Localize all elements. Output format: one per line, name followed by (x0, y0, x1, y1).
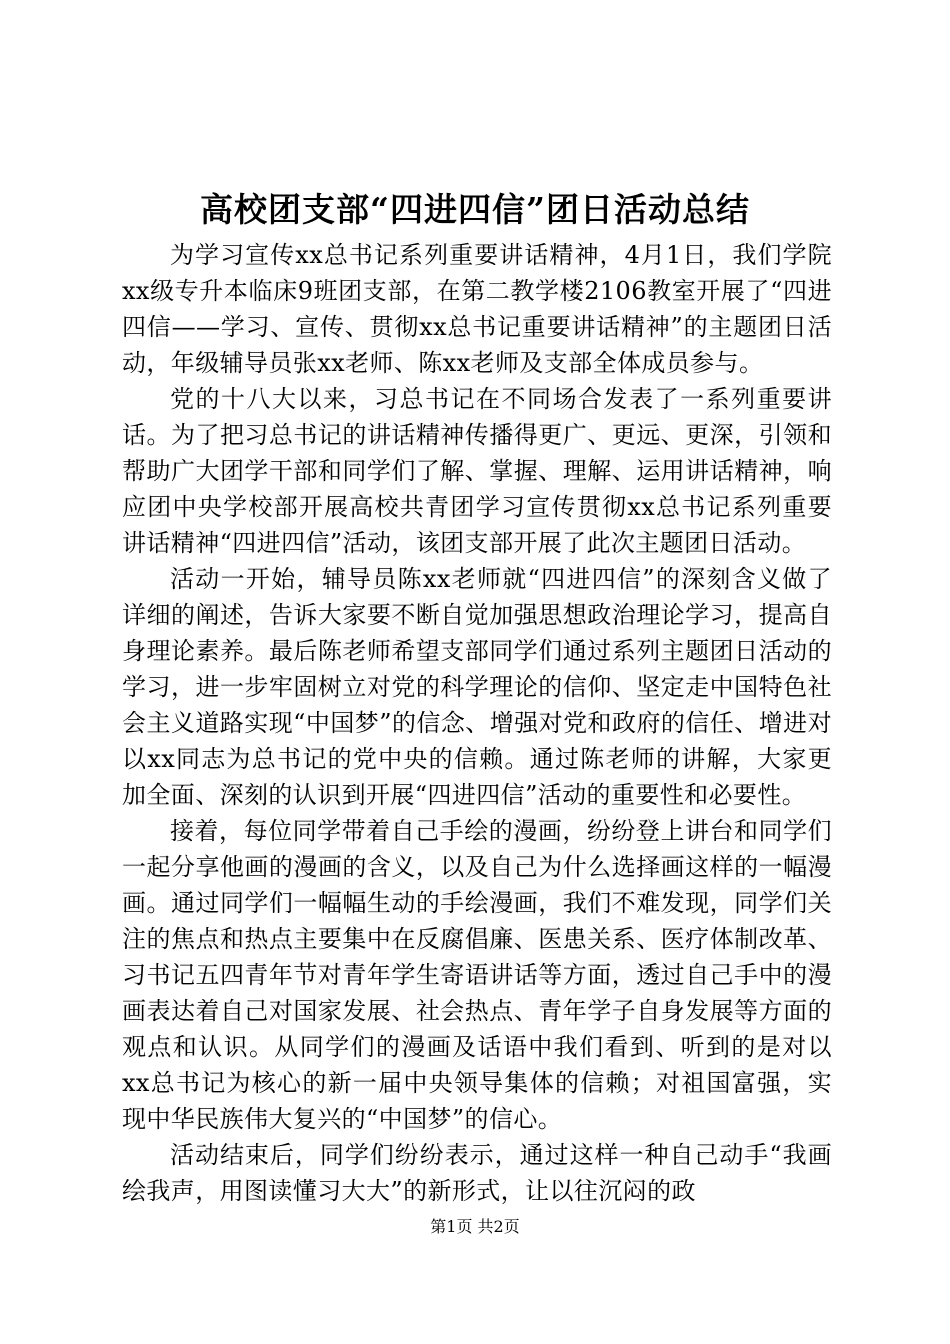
paragraph-4: 接着，每位同学带着自己手绘的漫画，纷纷登上讲台和同学们一起分享他画的漫画的含义，以及自己为什么选择画这样的一幅漫画。通过同学们一幅幅生动的手绘漫画，我们不难发现，同学们关注的焦点和热点主要集中在反腐倡廉、医患关系、医疗体制改革、习书记五四青年节对青年学生寄语讲话等方面，透过自己手中的漫画表达着自己对国家发展、社会热点、青年学子自身发展等方面的观点和认识。从同学们的漫画及话语中我们看到、听到的是对以xx总书记为核心的新一届中央领导集体的信赖；对祖国富强，实现中华民族伟大复兴的“中国梦”的信心。 (122, 817, 832, 1133)
paragraph-1: 为学习宣传xx总书记系列重要讲话精神，4月1日，我们学院xx级专升本临床9班团支部，在第二教学楼2106教室开展了“四进四信——学习、宣传、贯彻xx总书记重要讲话精神”的主题团日活动，年级辅导员张xx老师、陈xx老师及支部全体成员参与。 (122, 241, 832, 377)
paragraph-2: 党的十八大以来，习总书记在不同场合发表了一系列重要讲话。为了把习总书记的讲话精神传播得更广、更远、更深，引领和帮助广大团学干部和同学们了解、掌握、理解、运用讲话精神，响应团中央学校部开展高校共青团学习宣传贯彻xx总书记系列重要讲话精神“四进四信”活动，该团支部开展了此次主题团日活动。 (122, 385, 832, 557)
page-number-footer: 第1页 共2页 (430, 1217, 520, 1236)
paragraph-3: 活动一开始，辅导员陈xx老师就“四进四信”的深刻含义做了详细的阐述，告诉大家要不断自觉加强思想政治理论学习，提高自身理论素养。最后陈老师希望支部同学们通过系列主题团日活动的学习，进一步牢固树立对党的科学理论的信仰、坚定走中国特色社会主义道路实现“中国梦”的信念、增强对党和政府的信任、增进对以xx同志为总书记的党中央的信赖。通过陈老师的讲解，大家更加全面、深刻的认识到开展“四进四信”活动的重要性和必要性。 (122, 565, 832, 809)
page-title: 高校团支部“四进四信”团日活动总结 (200, 190, 750, 229)
paragraph-5: 活动结束后，同学们纷纷表示，通过这样一种自己动手“我画绘我声，用图读懂习大大”的新形式，让以往沉闷的政 (122, 1141, 832, 1205)
document-body (122, 237, 832, 1209)
